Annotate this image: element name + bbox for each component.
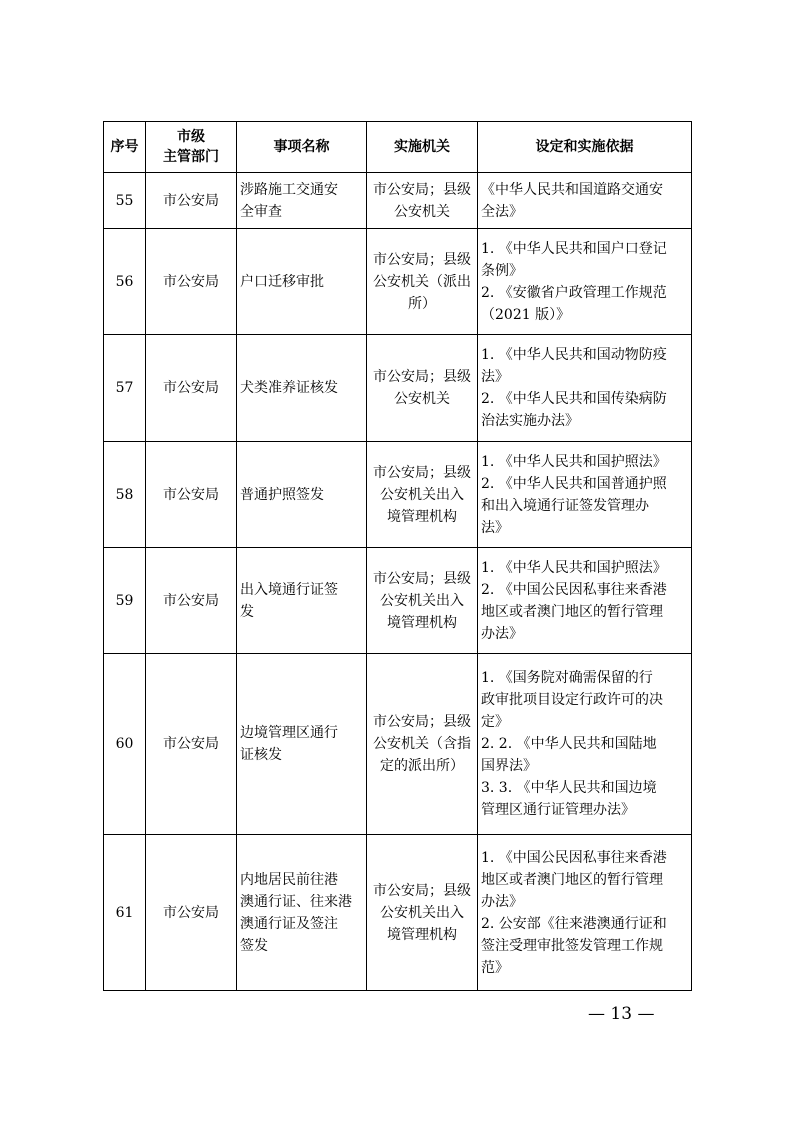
table-row: [104, 654, 692, 835]
agency-line: 公安机关: [394, 203, 450, 220]
legal-basis-line: 1. 《国务院对确需保留的行: [481, 670, 653, 686]
item-name-line: 边境管理区通行: [240, 725, 338, 741]
item-name-line: 澳通行证、往来港: [240, 893, 352, 910]
legal-basis-line: 2. 《中华人民共和国传染病防: [481, 391, 667, 407]
page-number: — 13 —: [588, 1004, 655, 1024]
cell-serial-number: 61: [104, 835, 146, 991]
cell-implementing-agency: [367, 229, 478, 335]
agency-line: 市公安局；县级: [373, 369, 471, 385]
cell-item-name: [237, 335, 367, 442]
item-name-line: 发: [240, 603, 254, 620]
legal-basis-line: 地区或者澳门地区的暂行管理: [481, 871, 663, 888]
legal-basis-line: 全法》: [481, 203, 523, 220]
agency-line: 公安机关: [394, 391, 450, 407]
item-name-line: 全审查: [240, 203, 282, 220]
legal-basis-line: 地区或者澳门地区的暂行管理: [481, 603, 663, 620]
header-department: [146, 122, 237, 173]
legal-basis-line: 范》: [481, 959, 509, 976]
legal-basis-line: 国界法》: [481, 758, 537, 774]
cell-implementing-agency: [367, 548, 478, 654]
agency-line: 定的派出所）: [380, 758, 464, 774]
legal-basis-line: 1. 《中华人民共和国护照法》: [481, 559, 667, 576]
legal-basis-line: 《中华人民共和国道路交通安: [481, 181, 663, 198]
header-implementing-agency: 实施机关: [367, 122, 478, 173]
item-name-line: 内地居民前往港: [240, 871, 338, 888]
agency-line: 公安机关出入: [380, 486, 464, 503]
cell-department: 市公安局: [146, 835, 237, 991]
cell-implementing-agency: [367, 442, 478, 548]
legal-basis-line: 和出入境通行证签发管理办: [481, 497, 649, 514]
legal-basis-line: 办法》: [481, 893, 523, 910]
item-name-line: 证核发: [240, 747, 282, 763]
item-name-line: 户口迁移审批: [240, 273, 324, 290]
cell-implementing-agency: [367, 335, 478, 442]
header-item-name: 事项名称: [237, 122, 367, 173]
agency-line: 所）: [408, 295, 436, 312]
cell-department: 市公安局: [146, 654, 237, 835]
table-header-row: [104, 122, 692, 173]
cell-legal-basis: [478, 835, 692, 991]
cell-serial-number: 56: [104, 229, 146, 335]
legal-basis-line: 定》: [481, 714, 509, 730]
cell-legal-basis: [478, 229, 692, 335]
table-row: [104, 229, 692, 335]
legal-basis-line: 法》: [481, 369, 509, 385]
cell-department: 市公安局: [146, 335, 237, 442]
legal-basis-line: 治法实施办法》: [481, 413, 579, 429]
legal-basis-line: 条例》: [481, 262, 523, 279]
legal-basis-line: 1. 《中华人民共和国护照法》: [481, 453, 667, 470]
legal-basis-line: 政审批项目设定行政许可的决: [481, 692, 663, 708]
legal-basis-line: 2. 《安徽省户政管理工作规范: [481, 284, 667, 301]
cell-legal-basis: [478, 173, 692, 229]
legal-basis-line: 管理区通行证管理办法》: [481, 802, 635, 818]
cell-serial-number: 59: [104, 548, 146, 654]
cell-item-name: [237, 548, 367, 654]
legal-basis-line: 2. 《中华人民共和国普通护照: [481, 475, 667, 492]
legal-basis-line: 3. 3. 《中华人民共和国边境: [481, 780, 657, 796]
table-body: [104, 173, 692, 991]
item-name-line: 涉路施工交通安: [240, 181, 338, 198]
approval-items-table: [103, 121, 692, 991]
agency-line: 境管理机构: [387, 614, 457, 631]
agency-line: 公安机关出入: [380, 904, 464, 921]
agency-line: 境管理机构: [387, 926, 457, 943]
legal-basis-line: 2. 2. 《中华人民共和国陆地: [481, 736, 657, 752]
legal-basis-line: 法》: [481, 519, 509, 536]
table-row: [104, 335, 692, 442]
cell-implementing-agency: [367, 654, 478, 835]
header-serial-number: 序号: [104, 122, 146, 173]
cell-legal-basis: [478, 654, 692, 835]
legal-basis-line: 2. 公安部《往来港澳通行证和: [481, 915, 667, 932]
legal-basis-line: 办法》: [481, 625, 523, 642]
legal-basis-line: 签注受理审批签发管理工作规: [481, 937, 663, 954]
cell-department: 市公安局: [146, 548, 237, 654]
cell-department: 市公安局: [146, 229, 237, 335]
agency-line: 市公安局；县级: [373, 882, 471, 899]
item-name-line: 普通护照签发: [240, 486, 324, 503]
legal-basis-line: 1. 《中华人民共和国动物防疫: [481, 347, 667, 363]
header-department-line: 市级: [177, 129, 205, 145]
cell-serial-number: 55: [104, 173, 146, 229]
legal-basis-line: 1. 《中华人民共和国户口登记: [481, 240, 667, 257]
table-row: [104, 835, 692, 991]
table-row: [104, 442, 692, 548]
agency-line: 公安机关出入: [380, 592, 464, 609]
header-legal-basis: 设定和实施依据: [478, 122, 692, 173]
cell-serial-number: 58: [104, 442, 146, 548]
cell-legal-basis: [478, 442, 692, 548]
table-row: [104, 173, 692, 229]
agency-line: 公安机关（派出: [373, 273, 471, 290]
agency-line: 市公安局；县级: [373, 570, 471, 587]
legal-basis-line: （2021 版）》: [481, 306, 571, 323]
agency-line: 市公安局；县级: [373, 251, 471, 268]
cell-implementing-agency: [367, 835, 478, 991]
legal-basis-line: 2. 《中国公民因私事往来香港: [481, 581, 667, 598]
cell-department: 市公安局: [146, 442, 237, 548]
agency-line: 市公安局；县级: [373, 464, 471, 481]
cell-serial-number: 60: [104, 654, 146, 835]
cell-legal-basis: [478, 335, 692, 442]
cell-serial-number: 57: [104, 335, 146, 442]
cell-item-name: [237, 835, 367, 991]
cell-legal-basis: [478, 548, 692, 654]
item-name-line: 签发: [240, 937, 268, 954]
item-name-line: 犬类准养证核发: [240, 380, 338, 396]
cell-item-name: [237, 173, 367, 229]
agency-line: 公安机关（含指: [373, 736, 471, 752]
table-row: [104, 548, 692, 654]
cell-implementing-agency: [367, 173, 478, 229]
cell-item-name: [237, 654, 367, 835]
cell-item-name: [237, 442, 367, 548]
cell-department: 市公安局: [146, 173, 237, 229]
legal-basis-line: 1. 《中国公民因私事往来香港: [481, 849, 667, 866]
item-name-line: 出入境通行证签: [240, 581, 338, 598]
agency-line: 境管理机构: [387, 508, 457, 525]
item-name-line: 澳通行证及签注: [240, 915, 338, 932]
cell-item-name: [237, 229, 367, 335]
header-department-line: 主管部门: [163, 149, 219, 165]
agency-line: 市公安局；县级: [373, 181, 471, 198]
agency-line: 市公安局；县级: [373, 714, 471, 730]
